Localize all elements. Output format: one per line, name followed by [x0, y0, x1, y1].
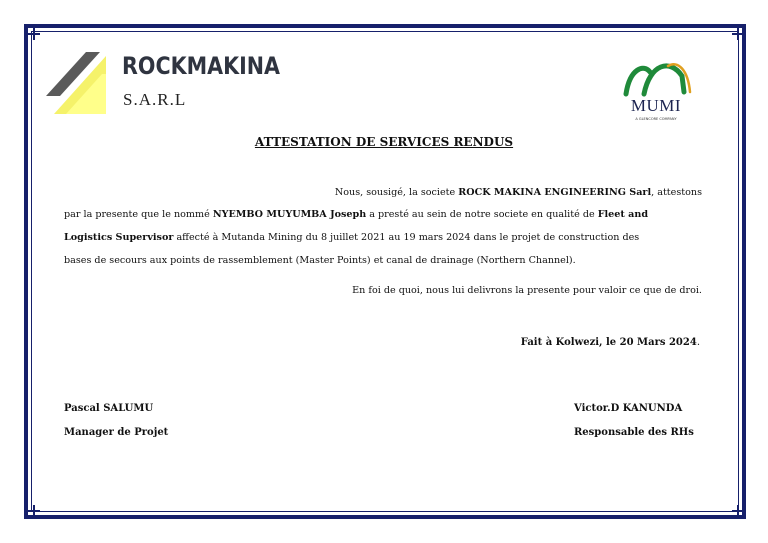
- place-date-line: [521, 337, 700, 348]
- closing-text: En foi de quoi, nous lui delivrons la presente pour valoir ce que de droi.: [352, 285, 702, 296]
- line2-text-a: par la presente que le nommé: [64, 209, 213, 220]
- paragraph-line-2: [64, 209, 648, 220]
- signatory-right-name: Victor.D KANUNDA: [574, 403, 683, 414]
- line4-text: bases de secours aux points de rassemblement (Master Points) et canal de drainage (Northern Channel).: [64, 255, 576, 266]
- closing-line: [352, 285, 702, 296]
- company-full-name: ROCK MAKINA ENGINEERING Sarl: [458, 187, 652, 198]
- corner-ornament-bottom-right: [732, 505, 744, 517]
- paragraph-line-4: [64, 255, 576, 266]
- company-suffix: S.A.R.L: [123, 90, 187, 109]
- paragraph-line-3: [64, 232, 639, 243]
- signatory-left-name: Pascal SALUMU: [64, 403, 154, 414]
- job-title-part2: Logistics Supervisor: [64, 232, 174, 243]
- document-title: ATTESTATION DE SERVICES RENDUS: [254, 135, 514, 149]
- place-date: Fait à Kolwezi, le 20 Mars 2024: [520, 337, 697, 348]
- corner-ornament-top-left: [28, 28, 40, 40]
- rockmakina-logo: [44, 46, 281, 118]
- signatory-right-title: Responsable des RHs: [574, 427, 694, 438]
- place-date-end: .: [696, 337, 700, 348]
- attest-text: , attestons: [651, 187, 702, 198]
- mumi-logo: [610, 58, 702, 128]
- partner-name: MUMI: [630, 96, 682, 115]
- corner-ornament-bottom-left: [28, 505, 40, 517]
- paragraph-line-1: [335, 187, 702, 198]
- intro-text: Nous, sousigé, la societe: [334, 187, 459, 198]
- partner-tagline: A GLENCORE COMPANY: [635, 117, 677, 121]
- employee-name: NYEMBO MUYUMBA Joseph: [212, 209, 367, 220]
- line3-text: affecté à Mutanda Mining du 8 juillet 2021 au 19 mars 2024 dans le projet de construction des: [173, 232, 640, 243]
- mumi-arches-icon: [610, 58, 702, 98]
- job-title-part1: Fleet and: [597, 209, 649, 220]
- signatory-left-title: Manager de Projet: [64, 427, 169, 438]
- line2-text-b: a presté au sein de notre societe en qualité de: [366, 209, 598, 220]
- corner-ornament-top-right: [732, 28, 744, 40]
- company-name: ROCKMAKINA: [122, 52, 281, 80]
- rockmakina-logo-mark: [44, 46, 114, 116]
